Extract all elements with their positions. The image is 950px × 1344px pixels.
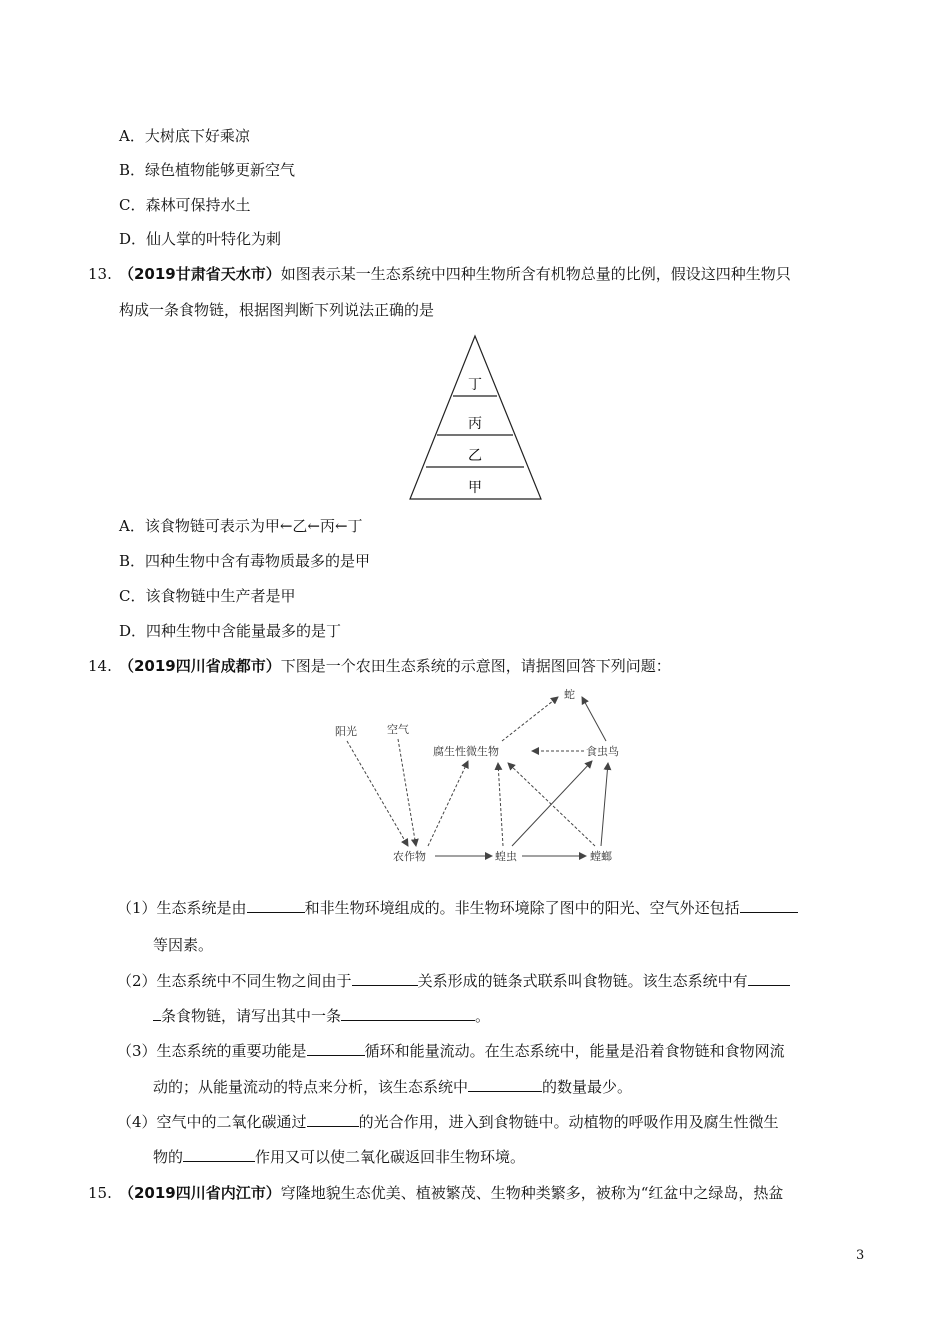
- q14-number: 14.: [88, 657, 112, 675]
- q14-sub4-line1: （4）空气中的二氧化碳通过 的光合作用，进入到食物链中。动植物的呼吸作用及腐生性微生: [117, 1113, 779, 1131]
- arrow-mantis-bird: [601, 763, 608, 846]
- q13-option-b: B．四种生物中含有毒物质最多的是甲: [119, 552, 371, 570]
- q14-sub4-line2: 物的 作用又可以使二氧化碳返回非生物环境。: [153, 1148, 526, 1166]
- q14-sub2-line2: 条食物链，请写出其中一条 。: [153, 1006, 490, 1026]
- q12-option-d: D．仙人掌的叶特化为刺: [119, 230, 282, 248]
- q12-option-a: A．大树底下好乘凉: [119, 127, 250, 145]
- q13-option-d: D．四种生物中含能量最多的是丁: [119, 622, 342, 640]
- q15-stem: （2019四川省内江市）穹隆地貌生态优美、植被繁茂、生物种类繁多，被称为“红盆中之绿岛，热盆: [119, 1184, 784, 1202]
- arrow-crop-decomposer: [428, 761, 468, 846]
- label-snake: 蛇: [564, 688, 575, 701]
- q14-sub1-line2: 等因素。: [153, 936, 214, 954]
- answer-blank[interactable]: [247, 898, 305, 913]
- q13-stem-line2: 构成一条食物链，根据图判断下列说法正确的是: [119, 301, 435, 319]
- answer-blank[interactable]: [341, 1006, 475, 1021]
- q14-sub3-line1: （3）生态系统的重要功能是 循环和能量流动。在生态系统中，能量是沿着食物链和食物网流: [117, 1042, 785, 1060]
- farmland-ecosystem-diagram: [320, 683, 640, 865]
- q13-number: 13.: [88, 265, 112, 283]
- q13-option-c: C．该食物链中生产者是甲: [119, 587, 296, 605]
- answer-blank[interactable]: [307, 1041, 365, 1056]
- q12-option-b: B．绿色植物能够更新空气: [119, 161, 296, 179]
- pyramid-level-jia: 甲: [468, 480, 482, 496]
- page-number: 3: [856, 1248, 865, 1263]
- label-air: 空气: [387, 723, 409, 736]
- label-bird: 食虫鸟: [586, 745, 619, 758]
- answer-blank[interactable]: [183, 1147, 255, 1162]
- label-locust: 蝗虫: [495, 850, 517, 863]
- label-decomposer: 腐生性微生物: [433, 745, 499, 758]
- arrow-decomposer-snake: [502, 697, 558, 741]
- pyramid-level-ding: 丁: [468, 377, 482, 393]
- answer-blank[interactable]: [307, 1112, 359, 1127]
- q15-number: 15.: [88, 1184, 112, 1202]
- energy-pyramid: [405, 334, 545, 502]
- q13-stem-line1: （2019甘肃省天水市）如图表示某一生态系统中四种生物所含有机物总量的比例，假设这四种生物只: [119, 265, 791, 283]
- q14-sub1-line1: （1）生态系统是由 和非生物环境组成的。非生物环境除了图中的阳光、空气外还包括: [117, 898, 798, 918]
- q14-stem: （2019四川省成都市）下图是一个农田生态系统的示意图，请据图回答下列问题：: [119, 657, 671, 675]
- label-crop: 农作物: [393, 850, 426, 863]
- answer-blank[interactable]: [352, 971, 418, 986]
- answer-blank[interactable]: [468, 1077, 542, 1092]
- arrow-locust-bird: [512, 761, 592, 846]
- q14-sub2-line1: （2）生态系统中不同生物之间由于 关系形成的链条式联系叫食物链。该生态系统中有: [117, 971, 790, 991]
- answer-blank[interactable]: [740, 898, 798, 913]
- label-mantis: 螳螂: [590, 850, 612, 863]
- answer-blank[interactable]: [153, 1006, 161, 1021]
- arrow-sunlight-crop: [347, 741, 408, 846]
- pyramid-level-yi: 乙: [468, 448, 482, 464]
- arrow-bird-snake: [582, 697, 606, 741]
- answer-blank[interactable]: [748, 971, 790, 986]
- label-sunlight: 阳光: [335, 725, 357, 738]
- pyramid-level-bing: 丙: [468, 416, 482, 432]
- q13-option-a: A．该食物链可表示为甲←乙←丙←丁: [119, 517, 363, 535]
- arrow-air-crop: [398, 739, 416, 846]
- q12-option-c: C．森林可保持水土: [119, 196, 251, 214]
- arrow-locust-decomposer: [498, 763, 503, 846]
- q14-sub3-line2: 动的；从能量流动的特点来分析，该生态系统中 的数量最少。: [153, 1078, 633, 1096]
